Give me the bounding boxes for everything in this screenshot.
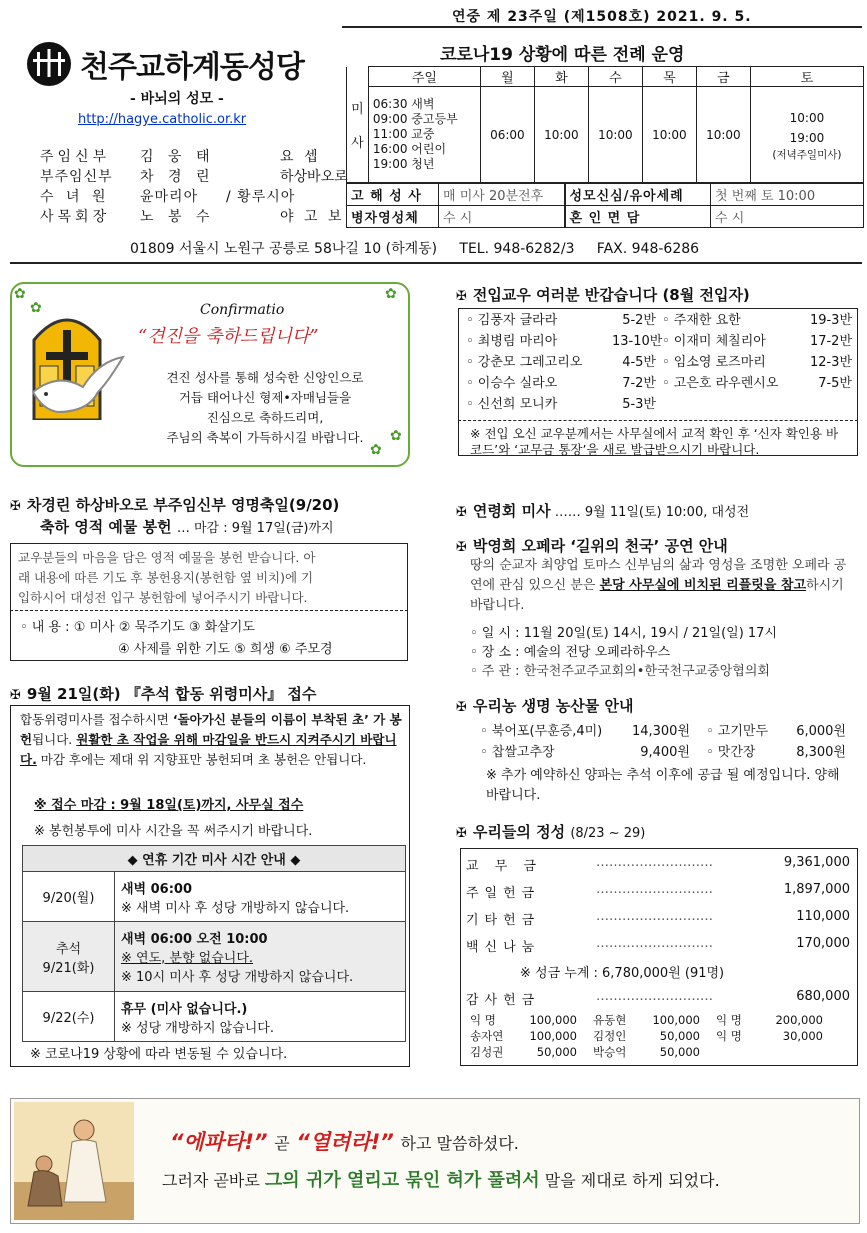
edition-info: 연중 제 23주일 (제1508호) 2021. 9. 5. <box>452 9 752 25</box>
clover-icon: ✿ <box>14 286 26 302</box>
holiday-date: 9/22(수) <box>23 992 115 1042</box>
list-item: ◦ 찹쌀고추장 9,400원 ◦ 맛간장 8,300원 <box>480 745 846 760</box>
day-header: 목 <box>642 67 696 87</box>
address-rule <box>10 262 862 264</box>
day-header: 수 <box>588 67 642 87</box>
vicar-feast-subtitle: 축하 영적 예물 봉헌 … 마감 : 9월 17일(금)까지 <box>40 518 334 536</box>
parish-tel: TEL. 948-6282/3 <box>459 241 575 257</box>
prayer-list: ◦ 내 용 : ① 미사 ② 묵주기도 ③ 화살기도 <box>20 620 255 635</box>
staff-name: 차 경 린 <box>140 169 215 185</box>
weekday-mass-time: 10:00 <box>588 87 642 183</box>
prayer-list: ④ 사제를 위한 기도 ⑤ 희생 ⑥ 주모경 <box>118 642 333 657</box>
staff-role: 수 녀 원 <box>40 189 110 205</box>
list-item: ◦ 이승수 실라오 7-2반 ◦ 고은호 라우렌시오 7-5반 <box>466 376 852 391</box>
staff-name: 노 봉 수 <box>140 209 215 225</box>
day-header: 주일 <box>368 67 480 87</box>
sacrament-label: 성모신심/유아세례 <box>565 184 711 206</box>
chuseok-body: 합동위령미사를 접수하시면 ‘돌아가신 분들의 이름이 부착된 초’ 가 봉헌됩니다. 원활한 초 작업을 위해 마감일을 반드시 지켜주시기 바랍니다. 마감 후에는 제대 위 지향표만 봉헌되며 초 봉헌은 안됩니다. <box>20 712 402 767</box>
donor-row: 김성권 50,000 박승억 50,000 <box>470 1045 700 1059</box>
confirmation-message: 견진 성사를 통해 성숙한 신앙인으로 거듭 태어나신 형제•자매님들을 진심으로 축하드리며, 주님의 축복이 가득하시길 바랍니다. <box>166 370 364 445</box>
donor-row: 송자연 100,000 김정인 50,000 익 명 30,000 <box>470 1029 823 1043</box>
dove-icon <box>28 352 128 422</box>
sacrament-value: 수 시 <box>439 206 565 228</box>
vicar-feast-title: ✠ 차경린 하상바오로 부주임신부 영명축일(9/20) <box>10 496 340 514</box>
mass-schedule-title: 코로나19 상황에 따른 전례 운영 <box>440 45 685 65</box>
list-item: ◦ 최병림 마리아 13-10반 ◦ 이재미 체칠리아 17-2반 <box>466 334 852 349</box>
staff-baptismal-name: 요 셉 <box>280 149 321 165</box>
weekday-mass-time: 10:00 <box>642 87 696 183</box>
cross-mark-icon: ✠ <box>10 688 21 703</box>
funeral-society-mass: ✠ 연령회 미사 …… 9월 11일(토) 10:00, 대성전 <box>456 502 750 520</box>
offering-period: (8/23 ~ 29) <box>570 826 646 841</box>
sacrament-table <box>346 183 864 228</box>
weekday-mass-time: 10:00 <box>696 87 750 183</box>
weekday-mass-time: 06:00 <box>480 87 534 183</box>
day-header: 화 <box>534 67 588 87</box>
vicar-feast-body: 교우분들의 마음을 담은 영적 예물을 봉헌 받습니다. 아 래 내용에 따른 기도 후 봉헌용지(봉헌함 옆 비치)에 기 입하시어 대성전 입구 봉헌함에 넣어주시기 바랍니다. <box>18 550 316 605</box>
day-header: 월 <box>480 67 534 87</box>
gospel-quote-line-2: 그러자 곧바로 그의 귀가 열리고 묶인 혀가 풀려서 말을 제대로 하게 되었다. <box>162 1170 720 1191</box>
staff-name: 김 웅 태 <box>140 149 215 165</box>
offering-row: 교 무 금 ……………………… 9,361,000 <box>466 855 850 874</box>
staff-row <box>40 186 295 206</box>
offering-row: 감사헌금 ……………………… 680,000 <box>466 989 850 1008</box>
cross-mark-icon: ✠ <box>456 826 467 841</box>
holiday-mass-table <box>22 845 406 1042</box>
cross-mark-icon: ✠ <box>456 289 467 304</box>
jesus-healing-illustration-icon <box>14 1102 134 1220</box>
staff-role: 부주임신부 <box>40 169 113 185</box>
opera-title: ✠ 박영희 오페라 ‘길위의 천국’ 공연 안내 <box>456 537 728 555</box>
vicar-feast-deadline: … 마감 : 9월 17일(금)까지 <box>176 521 334 536</box>
list-item: ◦ 북어포(무훈증,4미) 14,300원 ◦ 고기만두 6,000원 <box>480 724 846 739</box>
parish-fax: FAX. 948-6286 <box>596 241 700 257</box>
list-item: ◦ 김풍자 글라라 5-2반 ◦ 주재한 요한 19-3반 <box>466 313 852 328</box>
offering-total: ※ 성금 누계 : 6,780,000원 (91명) <box>520 966 725 981</box>
offering-row: 주일헌금 ……………………… 1,897,000 <box>466 882 850 901</box>
clover-icon: ✿ <box>30 300 42 316</box>
confirmation-latin: Confirmatio <box>200 302 285 318</box>
opera-body: 땅의 순교자 최양업 토마스 신부님의 삶과 영성을 조명한 오페라 공연에 관심 있으신 분은 본당 사무실에 비치된 리플릿을 참고하시기 바랍니다. <box>470 558 847 613</box>
mass-schedule-table <box>346 66 864 183</box>
staff-row <box>40 206 344 226</box>
chuseok-footnote: ※ 코로나19 상황에 따라 변동될 수 있습니다. <box>30 1047 288 1062</box>
holiday-table-title: ◆ 연휴 기간 미사 시간 안내 ◆ <box>23 846 406 872</box>
clover-icon: ✿ <box>385 286 397 302</box>
parish-logo-icon <box>25 40 73 88</box>
opera-host: ◦ 주 관 : 한국천주교주교회의•한국천구교중앙협의회 <box>470 664 770 679</box>
opera-date: ◦ 일 시 : 11월 20일(토) 14시, 19시 / 21일(일) 17시 <box>470 626 778 641</box>
gospel-quote-line-1: “에파타!” 곧 “열려라!” 하고 말씀하셨다. <box>170 1130 519 1154</box>
staff-baptismal-name: / 황루시아 <box>226 189 296 205</box>
chuseok-note: ※ 봉헌봉투에 미사 시간을 꼭 써주시기 바랍니다. <box>34 824 313 839</box>
staff-name: 윤마리아 <box>140 189 199 205</box>
sacrament-value: 수 시 <box>711 206 864 228</box>
cross-mark-icon: ✠ <box>10 499 21 514</box>
parish-address: 01809 서울시 노원구 공릉로 58나길 10 (하계동) TEL. 948-6282/3 FAX. 948-6286 <box>130 241 700 257</box>
new-members-title: ✠ 전입교우 여러분 반갑습니다 (8월 전입자) <box>456 286 750 304</box>
holiday-detail: 새벽 06:00 오전 10:00 ※ 연도, 분향 없습니다. ※ 10시 미사 후 성당 개방하지 않습니다. <box>115 922 406 992</box>
cross-mark-icon: ✠ <box>456 700 467 715</box>
new-members-note: ※ 전입 오신 교우분께서는 사무실에서 교적 확인 후 ‘신자 확인용 바코드’와 ‘교무금 통장’을 새로 발급받으시기 바랍니다. <box>470 426 839 457</box>
staff-baptismal-name: 하상바오로 <box>280 169 348 185</box>
parish-name: 천주교하계동성당 <box>80 50 304 85</box>
chuseok-mass-title: ✠ 9월 21일(화) 『추석 합동 위령미사』 접수 <box>10 685 317 703</box>
staff-role: 주임신부 <box>40 149 111 165</box>
saturday-mass-times: 10:00 19:00 (저녁주일미사) <box>750 87 863 183</box>
sacrament-label: 고 해 성 사 <box>347 184 439 206</box>
mass-row-label: 미 사 <box>347 67 369 183</box>
offering-row: 기타헌금 ……………………… 110,000 <box>466 909 850 928</box>
offering-row: 백신나눔 ……………………… 170,000 <box>466 936 850 955</box>
confirmation-headline: “견진을 축하드립니다” <box>138 326 319 347</box>
sacrament-label: 혼 인 면 담 <box>565 206 711 228</box>
donor-row: 익 명 100,000 유동현 100,000 익 명 200,000 <box>470 1013 823 1027</box>
funeral-society-detail: …… 9월 11일(토) 10:00, 대성전 <box>554 505 750 520</box>
parish-website-link[interactable]: http://hagye.catholic.or.kr <box>78 112 247 127</box>
new-members-list <box>466 310 858 415</box>
day-header: 토 <box>750 67 863 87</box>
staff-row <box>40 166 348 186</box>
farm-note: ※ 추가 예약하신 양파는 추석 이후에 공급 될 예정입니다. 양해 바랍니다. <box>486 768 840 803</box>
offering-title: ✠ 우리들의 정성 (8/23 ~ 29) <box>456 823 646 841</box>
staff-row <box>40 146 321 166</box>
holiday-detail: 새벽 06:00 ※ 새벽 미사 후 성당 개방하지 않습니다. <box>115 872 406 922</box>
sunday-mass-times: 06:30 새벽 09:00 중고등부 11:00 교중 16:00 어린이 19:00 청년 <box>368 87 480 183</box>
holiday-detail: 휴무 (미사 없습니다.) ※ 성당 개방하지 않습니다. <box>115 992 406 1042</box>
staff-role: 사목회장 <box>40 209 111 225</box>
day-header: 금 <box>696 67 750 87</box>
sacrament-value: 첫 번째 토 10:00 <box>711 184 864 206</box>
divider <box>10 610 408 611</box>
farm-title: ✠ 우리농 생명 농산물 안내 <box>456 697 634 715</box>
staff-baptismal-name: 야 고 보 <box>280 209 345 225</box>
gospel-banner <box>10 1098 860 1224</box>
divider <box>458 420 858 421</box>
holiday-date: 추석 9/21(화) <box>23 922 115 992</box>
holiday-date: 9/20(월) <box>23 872 115 922</box>
sacrament-value: 매 미사 20분전후 <box>439 184 565 206</box>
cross-mark-icon: ✠ <box>456 505 467 520</box>
parish-subtitle: - 바뇌의 성모 - <box>130 91 224 107</box>
clover-icon: ✿ <box>370 442 382 458</box>
opera-place: ◦ 장 소 : 예술의 전당 오페라하우스 <box>470 645 671 660</box>
list-item: ◦ 신선희 모니카 5-3반 <box>466 397 656 412</box>
top-rule <box>342 26 862 28</box>
chuseok-deadline: ※ 접수 마감 : 9월 18일(토)까지, 사무실 접수 <box>34 798 304 813</box>
cross-mark-icon: ✠ <box>456 540 467 555</box>
list-item: ◦ 강춘모 그레고리오 4-5반 ◦ 임소영 로즈마리 12-3반 <box>466 355 852 370</box>
sacrament-label: 병자영성체 <box>347 206 439 228</box>
weekday-mass-time: 10:00 <box>534 87 588 183</box>
clover-icon: ✿ <box>390 428 402 444</box>
